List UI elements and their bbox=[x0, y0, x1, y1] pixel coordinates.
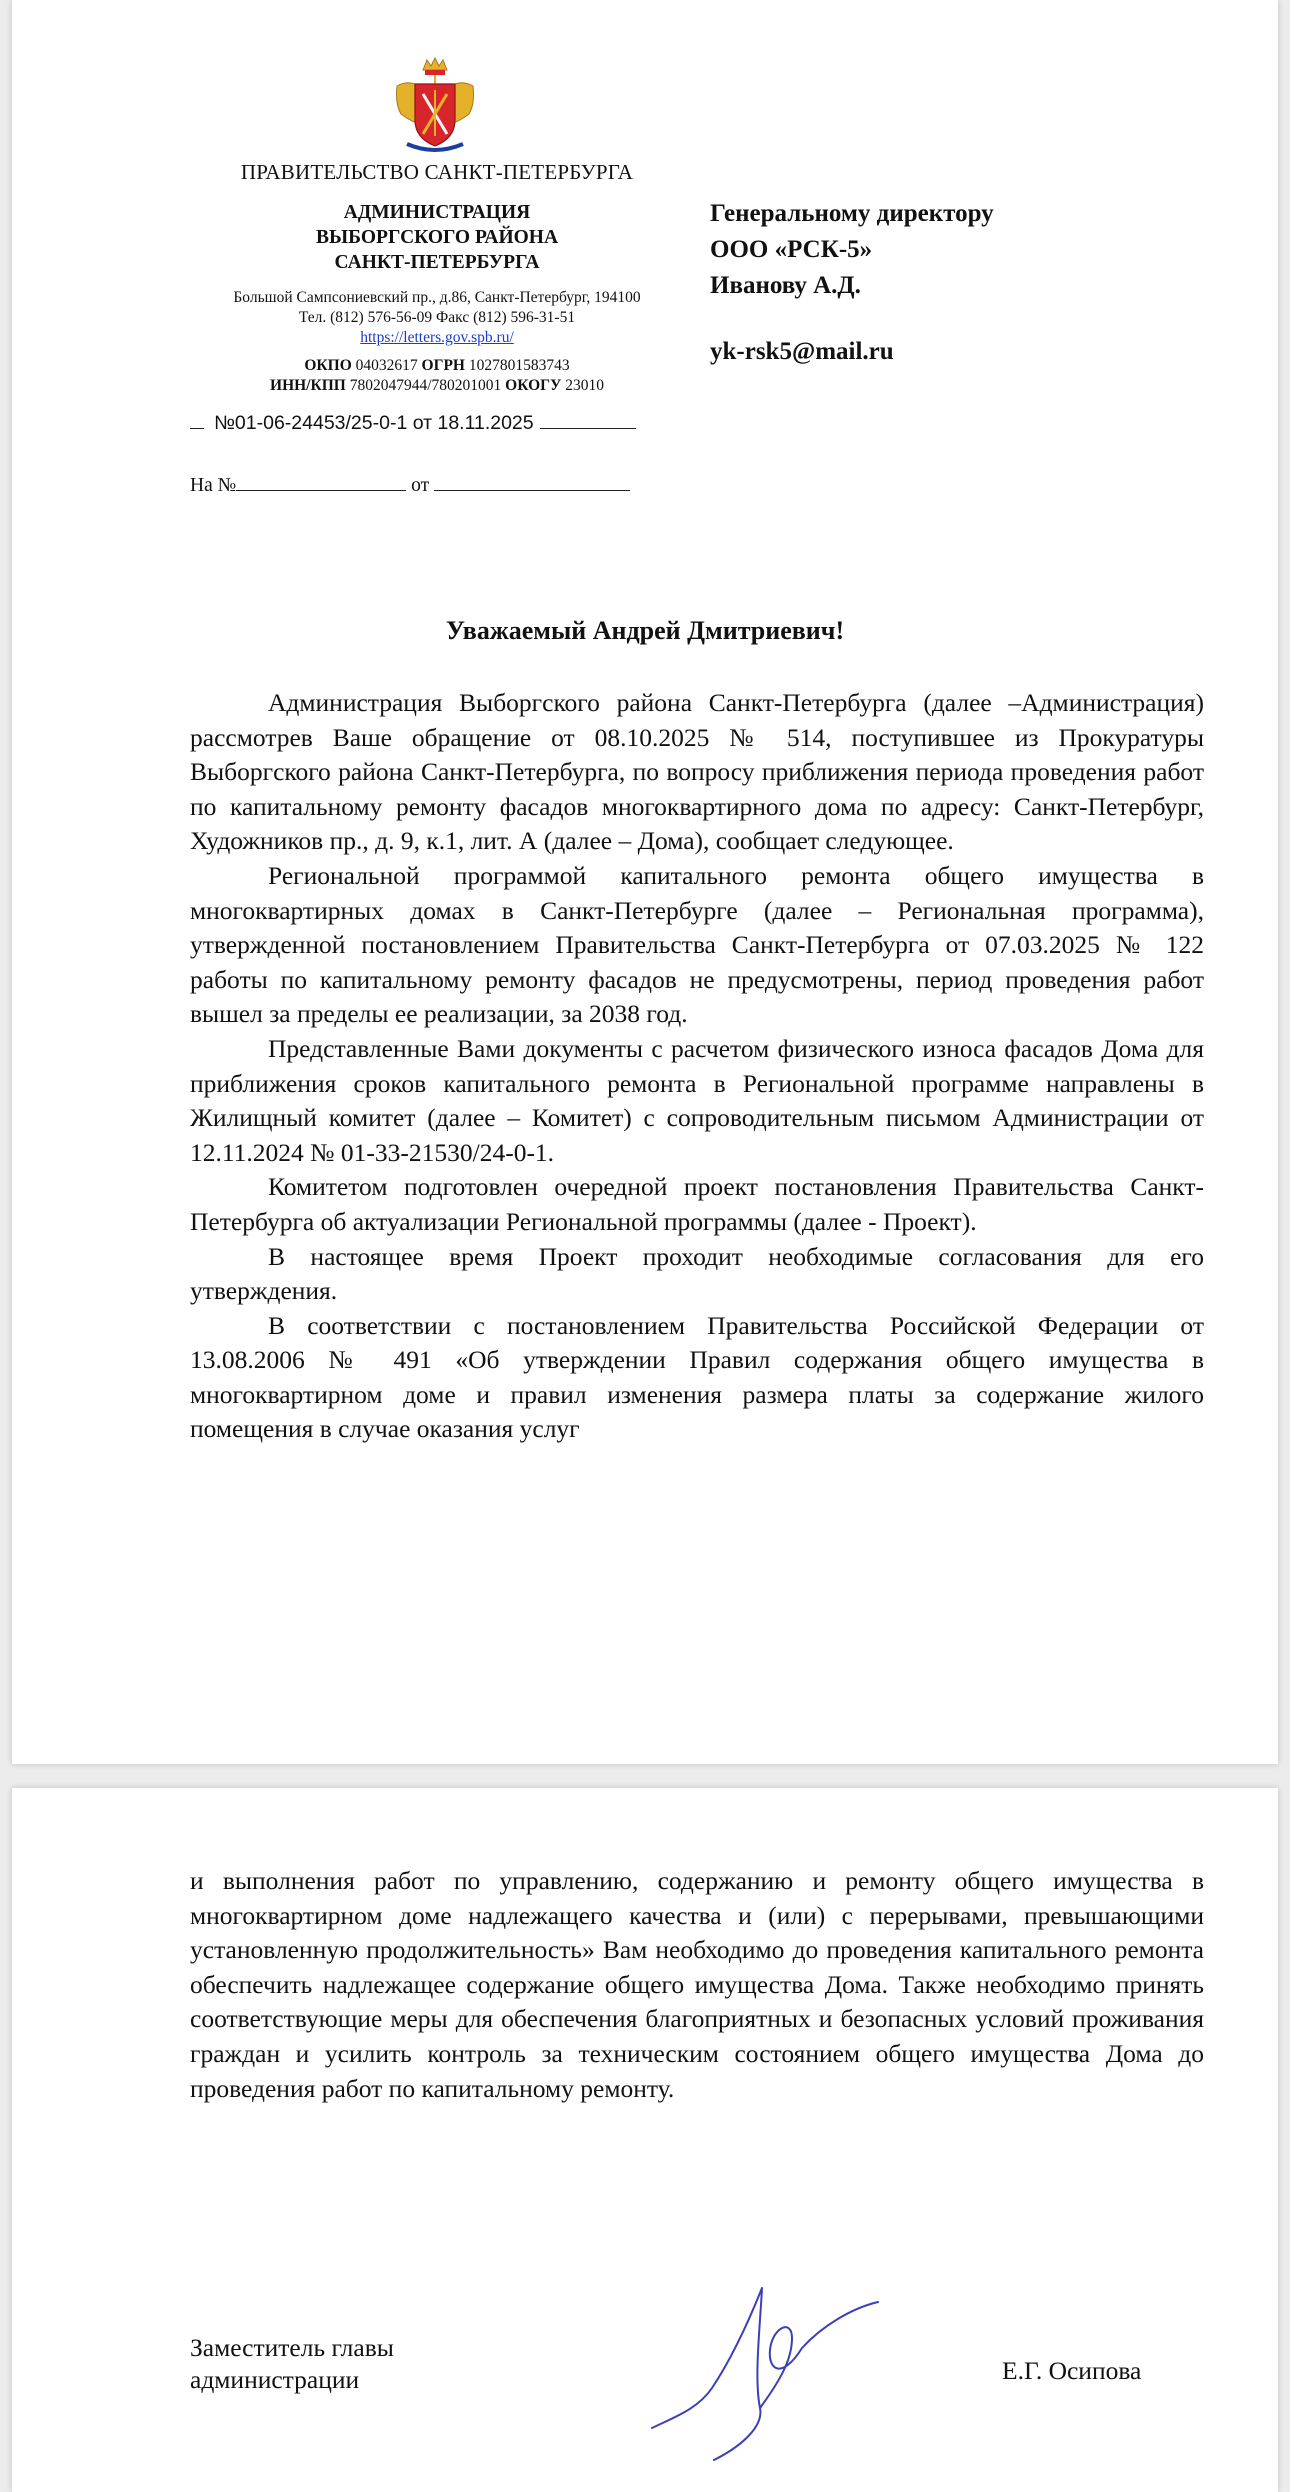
letter-body-page-1 bbox=[190, 686, 1204, 1447]
ref-number-blank bbox=[236, 474, 406, 491]
paragraph: Комитетом подготовлен очередной проект постановления Правительства Санкт-Петербурга об актуализации Региональной программы (далее - Проект). bbox=[190, 1172, 1204, 1236]
underline bbox=[540, 412, 636, 429]
recipient-name: Иванову А.Д. bbox=[710, 272, 861, 299]
ref-from: от bbox=[411, 475, 430, 496]
okpo-value: 04032617 bbox=[355, 357, 418, 374]
administration-title bbox=[182, 200, 692, 275]
okpo-label: ОКПО bbox=[304, 357, 352, 374]
paragraph: и выполнения работ по управлению, содержанию и ремонту общего имущества в многоквартирном доме надлежащего качества и (или) с перерывами, превышающими установленную продолжительность» Вам необходимо до проведения капитального ремонта обеспечить надлежащее содержание общего имущества Дома. Также необходимо принять соответствующие меры для обеспечения благоприятных и безопасных условий проживания граждан и усилить контроль за техническим состоянием общего имущества Дома до проведения работ по капитальному ремонту. bbox=[190, 1866, 1204, 2103]
recipient-block bbox=[710, 196, 994, 370]
registration-number: №01-06-24453/25-0-1 от 18.11.2025 bbox=[214, 412, 534, 434]
greeting: Уважаемый Андрей Дмитриевич! bbox=[445, 616, 845, 645]
registration-codes bbox=[182, 356, 692, 396]
inn-label: ИНН/КПП bbox=[270, 377, 346, 394]
paragraph: В настоящее время Проект проходит необходимые согласования для его утверждения. bbox=[190, 1241, 1204, 1306]
reference-line bbox=[190, 474, 630, 497]
phone-fax: Тел. (812) 576-56-09 Факс (812) 596-31-51 bbox=[298, 309, 576, 326]
recipient-company: ООО «РСК-5» bbox=[710, 236, 873, 263]
ref-prefix: На № bbox=[190, 475, 237, 496]
administration-line-3: САНКТ-ПЕТЕРБУРГА bbox=[334, 252, 540, 273]
paragraph: Региональной программой капитального ремонта общего имущества в многоквартирных домах в Санкт-Петербурге (далее – Региональная программа), утвержденной постановлением Правительства Санкт-Петербурга от 07.03.2025 № 122 работы по капитальному ремонту фасадов не предусмотрены, период проведения работ вышел за пределы ее реализации, за 2038 год. bbox=[190, 860, 1204, 1029]
letter-body-page-2 bbox=[190, 1864, 1204, 2106]
website-link[interactable]: https://letters.gov.spb.ru/ bbox=[360, 329, 514, 346]
underline bbox=[190, 412, 204, 429]
administration-line-1: АДМИНИСТРАЦИЯ bbox=[343, 202, 531, 223]
address: Большой Сампсониевский пр., д.86, Санкт-Петербург, 194100 bbox=[233, 289, 641, 306]
okogu-label: ОКОГУ bbox=[505, 377, 562, 394]
handwritten-signature bbox=[642, 2278, 882, 2468]
letter-page-1 bbox=[12, 0, 1278, 1764]
signatory-title bbox=[190, 2332, 394, 2396]
administration-line-2: ВЫБОРГСКОГО РАЙОНА bbox=[315, 227, 559, 248]
signatory-title-line-1: Заместитель главы bbox=[190, 2333, 394, 2362]
signatory-title-line-2: администрации bbox=[190, 2365, 360, 2394]
recipient-position: Генеральному директору bbox=[710, 200, 994, 227]
signatory-name: Е.Г. Осипова bbox=[1002, 2356, 1142, 2385]
inn-kpp-value: 7802047944/780201001 bbox=[349, 377, 502, 394]
registration-number-line bbox=[190, 412, 666, 435]
okogu-value: 23010 bbox=[565, 377, 604, 394]
ref-date-blank bbox=[434, 474, 630, 491]
paragraph: Представленные Вами документы с расчетом физического износа фасадов Дома для приближения сроков капитального ремонта в Региональной программе направлены в Жилищный комитет (далее – Комитет) с сопроводительным письмом Администрации от 12.11.2024 № 01-33-21530/24-0-1. bbox=[190, 1033, 1204, 1167]
letter-page-2 bbox=[12, 1788, 1278, 2492]
ogrn-value: 1027801583743 bbox=[468, 357, 570, 374]
paragraph: Администрация Выборгского района Санкт-Петербурга (далее –Администрация) рассмотрев Ваше обращение от 08.10.2025 № 514, поступившее из Прокуратуры Выборгского района Санкт-Петербурга, по вопросу приближения периода проведения работ по капитальному ремонту фасадов многоквартирного дома по адресу: Санкт-Петербург, Художников пр., д. 9, к.1, лит. А (далее – Дома), сообщает следующее. bbox=[190, 688, 1204, 856]
contact-block bbox=[182, 288, 692, 348]
recipient-email: yk-rsk5@mail.ru bbox=[710, 338, 894, 365]
government-title: ПРАВИТЕЛЬСТВО САНКТ-ПЕТЕРБУРГА bbox=[240, 160, 634, 184]
paragraph: В соответствии с постановлением Правительства Российской Федерации от 13.08.2006 № 491 «Об утверждении Правил содержания общего имущества в многоквартирном доме и правил изменения размера платы за содержание жилого помещения в случае оказания услуг bbox=[190, 1310, 1204, 1444]
ogrn-label: ОГРН bbox=[421, 357, 465, 374]
coat-of-arms-icon bbox=[377, 56, 493, 156]
